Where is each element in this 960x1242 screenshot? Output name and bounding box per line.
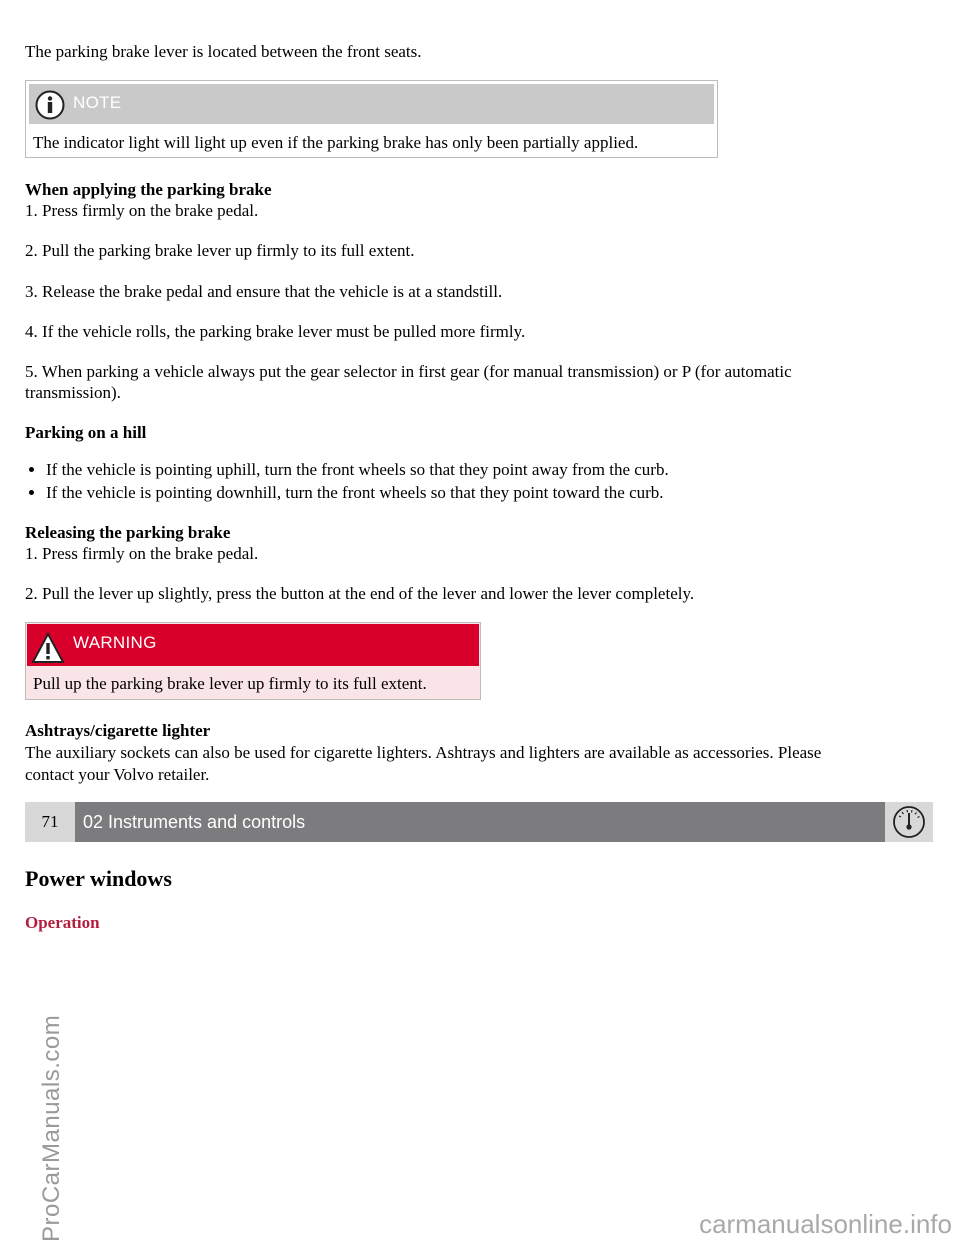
applying-step-2: 2. Pull the parking brake lever up firmly to its full extent. (25, 241, 415, 260)
ashtrays-line-1: The auxiliary sockets can also be used for cigarette lighters. Ashtrays and lighters are available as accessories. Please (25, 743, 822, 762)
applying-step-4: 4. If the vehicle rolls, the parking brake lever must be pulled more firmly. (25, 322, 526, 341)
ashtrays-heading: Ashtrays/cigarette lighter (25, 721, 211, 740)
releasing-step-1: 1. Press firmly on the brake pedal. (25, 544, 259, 563)
info-icon (35, 90, 65, 120)
note-header (29, 84, 714, 124)
bullet-dot (29, 490, 34, 495)
note-title: NOTE (73, 93, 122, 112)
note-box (25, 80, 718, 158)
hill-heading: Parking on a hill (25, 423, 147, 442)
applying-step-3: 3. Release the brake pedal and ensure that the vehicle is at a standstill. (25, 282, 503, 301)
note-text: The indicator light will light up even if the parking brake has only been partially applied. (33, 133, 639, 152)
chapter-bar (25, 802, 933, 842)
applying-step-1: 1. Press firmly on the brake pedal. (25, 201, 259, 220)
warning-text: Pull up the parking brake lever up firmly to its full extent. (33, 674, 427, 693)
subheading: Operation (25, 913, 100, 932)
hill-bullet-1: If the vehicle is pointing uphill, turn the front wheels so that they point away from the curb. (46, 460, 669, 479)
applying-heading: When applying the parking brake (25, 180, 272, 199)
intro-text: The parking brake lever is located between the front seats. (25, 42, 422, 61)
warning-box (25, 622, 481, 700)
gauge-icon (891, 805, 927, 839)
warning-header (27, 624, 479, 666)
releasing-heading: Releasing the parking brake (25, 523, 231, 542)
releasing-step-2: 2. Pull the lever up slightly, press the button at the end of the lever and lower the lever completely. (25, 584, 695, 603)
warning-triangle-icon (31, 632, 65, 664)
section-heading: Power windows (25, 866, 172, 891)
bullet-dot (29, 467, 34, 472)
gauge-cell (885, 802, 933, 842)
applying-step-5: 5. When parking a vehicle always put the gear selector in first gear (for manual transmission) or P (for automatic (25, 362, 792, 381)
hill-bullet-2: If the vehicle is pointing downhill, turn the front wheels so that they point toward the curb. (46, 483, 664, 502)
chapter-title: 02 Instruments and controls (83, 812, 306, 832)
warning-title: WARNING (73, 633, 157, 652)
applying-step-5-cont: transmission). (25, 383, 121, 402)
ashtrays-line-2: contact your Volvo retailer. (25, 765, 210, 784)
watermark-left: ProCarManuals.com (38, 1014, 65, 1242)
page-number: 71 (25, 802, 75, 842)
watermark-bottom: carmanualsonline.info (699, 1209, 952, 1239)
